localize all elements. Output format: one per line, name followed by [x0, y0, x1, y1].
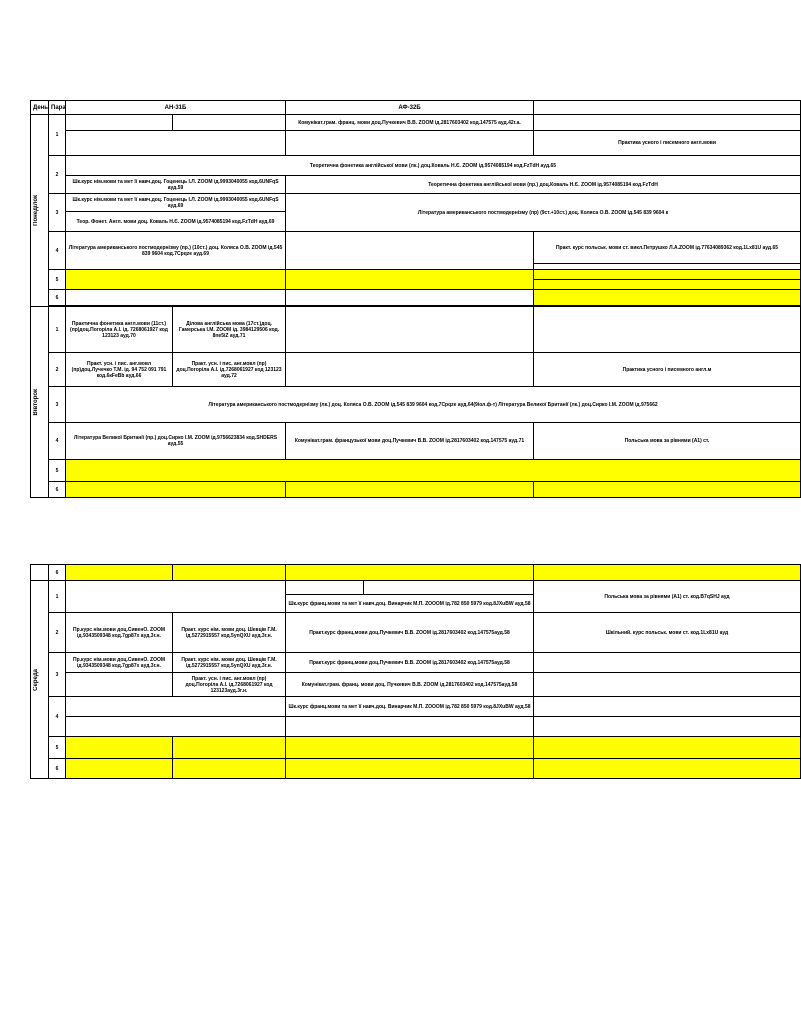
lesson-cell: Література американського постмодернізму (пр.) (10ст.) доц. Коляса О.В. ZOOM ід.545 839 9604 код.7Cрqzе ауд.69: [66, 232, 286, 270]
pair-number: 1: [49, 307, 66, 353]
lesson-cell: [286, 717, 534, 737]
lesson-cell: [534, 307, 801, 353]
lesson-cell: [534, 115, 801, 131]
lesson-cell: Шк.курс франц.мови та мет її навч.доц. Винарчик М.П. ZOOOM ід.782 850 5979 код.8JXuBW ауд.58: [286, 697, 534, 717]
lesson-cell-empty: [66, 270, 286, 290]
pair-number: 5: [49, 270, 66, 290]
lesson-cell: [66, 697, 286, 717]
lesson-cell: [286, 307, 534, 353]
lesson-cell: Пр.курс нім.мови доц.СивенО. ZOOM ід.9343509348 код.7gp87х ауд.3г.н.: [66, 653, 173, 673]
lesson-cell: Практ. курс нім. мови доц. Шевців Г.М. ід.5272915557 код.5ynQXU ауд.3г.н.: [173, 653, 286, 673]
pair-number: 1: [49, 115, 66, 156]
lesson-cell: [534, 697, 801, 717]
pair-number: 6: [49, 759, 66, 779]
lesson-cell: [66, 673, 173, 697]
lesson-cell: [66, 131, 286, 156]
lesson-cell: Практ.курс франц.мови доц.Пучкевич В.В. ZOOM ід.2817603402 код.147575ауд.58: [286, 653, 534, 673]
lesson-cell: Пр.курс нім.мови доц.СивенО. ZOOM ід.9343509348 код.7gp87х ауд.3г.н.: [66, 613, 173, 653]
lesson-cell-empty: [173, 759, 286, 779]
lesson-cell: Література Великої Британії (пр.) доц.Сирко І.М. ZOOM ід.9756623834 код.SHDERS ауд.55: [66, 423, 286, 460]
lesson-cell: [534, 717, 801, 737]
day-label: Середа: [33, 668, 39, 691]
header-group-3: [534, 101, 801, 115]
lesson-cell: Теоретична фонетика англійської мови (лк.) доц.Коваль Н.Є. ZOOM ід.9574085194 код.FzTdH ауд.65: [66, 156, 801, 176]
lesson-cell: Практ. усн. і пис. анг.мовл (пр) доц.Погоріла А.І. ід.7268061927 код 123123 ауд.72: [173, 353, 286, 387]
lesson-cell: Шк.курс франц.мови та мет її навч.доц. Винарчик М.П. ZOOOM ід.782 850 5979 код.8JXuBW ауд.58: [286, 595, 534, 613]
pair-number: 6: [49, 482, 66, 498]
lesson-cell: Комунікат.грам. франц. мови доц. Пучкевич В.В. ZOOM ід.2817603402 код.147575ауд.58: [286, 673, 534, 697]
lesson-cell-empty: [534, 280, 801, 290]
day-cell-wednesday: [31, 581, 49, 779]
lesson-cell: Література американського постмодернізму (лк.) доц. Коляса О.В. ZOOM ід.545 839 9604 код.7Cрqzе ауд.64(9іол.ф-т) Література Великої Британії (лк.) доц.Сирко І.М. ZOOM ід.975662: [66, 387, 801, 423]
lesson-cell: Практика усного і писемного англ.мови: [534, 131, 801, 156]
lesson-cell-empty: [66, 482, 286, 498]
pair-number: 3: [49, 653, 66, 697]
pair-number: 2: [49, 353, 66, 387]
lesson-cell: Польська мова за рівнями (А1) ст.: [534, 423, 801, 460]
pair-number: 4: [49, 423, 66, 460]
header-group-an31b: АН-31Б: [66, 101, 286, 115]
lesson-cell: Ділова англійська мова (17ст.)доц. Гамерська І.М. ZOOM ід. 3984129506 код. 8nе5iZ ауд.71: [173, 307, 286, 353]
day-cell-previous: [31, 565, 49, 581]
pair-number: 5: [49, 737, 66, 759]
schedule-sheet-top: [30, 100, 779, 524]
lesson-cell-empty: [66, 565, 173, 581]
lesson-cell-empty: [534, 565, 801, 581]
lesson-cell: Практ. усн. і пис. анг.мовл (пр)доц.Лучечко Т.М. ід. 94 752 091 791 код.6кFеВb ауд.66: [66, 353, 173, 387]
day-label: Вівторок: [33, 388, 39, 416]
header-pair: Пара: [49, 101, 66, 115]
lesson-cell: Теор. Фонет. Англ. мови доц. Коваль Н.Є. ZOOM ід.9574085194 код.FzTdH ауд.69: [66, 212, 286, 232]
lesson-cell: Практ.курс франц.мови доц.Пучкевич В.В. ZOOM ід.2817603402 код.147575ауд.58: [286, 613, 534, 653]
lesson-cell: [173, 115, 286, 131]
lesson-cell: [66, 290, 286, 306]
lesson-cell-empty: [286, 565, 534, 581]
lesson-cell: Практ. усн. і пис. анг.мовл (пр) доц.Погоріла А.І. ід.7268061927 код 123123ауд.3г.н.: [173, 673, 286, 697]
lesson-cell: Шк.курс нім.мови та мет її навч.доц. Гоценець І.Л. ZOOM ід.9993040055 код.6UNFqS ауд.69: [66, 194, 286, 212]
day-cell-monday: [31, 115, 49, 307]
schedule-sheet-bottom: [30, 569, 768, 800]
lesson-cell-empty: [534, 759, 801, 779]
lesson-cell-empty: [66, 737, 173, 759]
lesson-cell: [286, 581, 364, 595]
lesson-cell: Практика усного і писемного англ.м: [534, 353, 801, 387]
pair-number: 1: [49, 581, 66, 613]
lesson-cell: Польська мова за рівнями (А1) ст. код.B7qSHJ ауд: [534, 581, 801, 613]
lesson-cell-empty: [534, 482, 801, 498]
day-cell-tuesday: [31, 307, 49, 498]
lesson-cell-empty: [286, 270, 534, 290]
pair-number: 2: [49, 613, 66, 653]
lesson-cell: Шкільний. курс польськ. мови ст. код.1Lx81U ауд: [534, 613, 801, 653]
lesson-cell: Практ. курс польськ. мови ст. викл.Петрушко Л.А.ZOOM ід.77634089362 код.1Lx81U ауд.65: [534, 232, 801, 264]
pair-number: 2: [49, 156, 66, 194]
lesson-cell-empty: [66, 759, 173, 779]
lesson-cell: [364, 581, 534, 595]
lesson-cell: [286, 353, 534, 387]
lesson-cell-empty: [173, 565, 286, 581]
pair-number: 4: [49, 697, 66, 737]
pair-number: 3: [49, 387, 66, 423]
pair-number: 5: [49, 460, 66, 482]
header-group-af32b: АФ-32Б: [286, 101, 534, 115]
schedule-table-top: [30, 100, 801, 498]
lesson-cell: [286, 131, 534, 156]
lesson-cell: [286, 232, 534, 270]
lesson-cell: [286, 290, 534, 306]
lesson-cell: [66, 115, 173, 131]
header-day: День: [31, 101, 49, 115]
pair-number: 6: [49, 290, 66, 306]
lesson-cell: Література американського постмодернізму (пр) (9ст.+10ст.) доц. Коляса О.В. ZOOM ід.545 839 9604 к: [286, 194, 801, 232]
pair-number: 4: [49, 232, 66, 270]
lesson-cell: [66, 717, 286, 737]
lesson-cell-empty: [534, 270, 801, 280]
lesson-cell: Комунікат.грам. франц. мови доц.Пучкевич В.В. ZOOM ід.2817603402 код.147575 ауд.42г.а.: [286, 115, 534, 131]
lesson-cell: Теоретична фонетика англійської мови (пр.) доц.Коваль Н.Є. ZOOM ід.9574085194 код.FzTdH: [286, 176, 801, 194]
pair-number: 3: [49, 194, 66, 232]
lesson-cell: Комунікат.грам. французької мови доц.Пучкевич В.В. ZOOM ід.2817603402 код.147575 ауд.71: [286, 423, 534, 460]
lesson-cell-empty: [534, 737, 801, 759]
lesson-cell-empty: [286, 759, 534, 779]
day-label: Понеділок: [33, 195, 39, 226]
lesson-cell-empty: [286, 482, 534, 498]
lesson-cell-empty: [286, 737, 534, 759]
lesson-cell: [534, 673, 801, 697]
lesson-cell: Шк.курс нім.мови та мет її навч.доц. Гоценець І.Л. ZOOM ід.9993040055 код.6UNFqS ауд.59: [66, 176, 286, 194]
lesson-cell: Практична фонетика англ.мови (11ст.) (пр)доц.Погоріла А.І. ід. 7268061927 код 123123 ауд.70: [66, 307, 173, 353]
lesson-cell-empty: [66, 460, 801, 482]
lesson-cell: [66, 581, 286, 613]
pair-number: 6: [49, 565, 66, 581]
lesson-cell: [534, 653, 801, 673]
lesson-cell: Практ. курс нім. мови доц. Шевців Г.М. ід.5272915557 код.5ynQXU ауд.3г.н.: [173, 613, 286, 653]
lesson-cell-empty: [173, 737, 286, 759]
schedule-table-bottom: [30, 564, 801, 779]
lesson-cell-empty: [534, 290, 801, 306]
